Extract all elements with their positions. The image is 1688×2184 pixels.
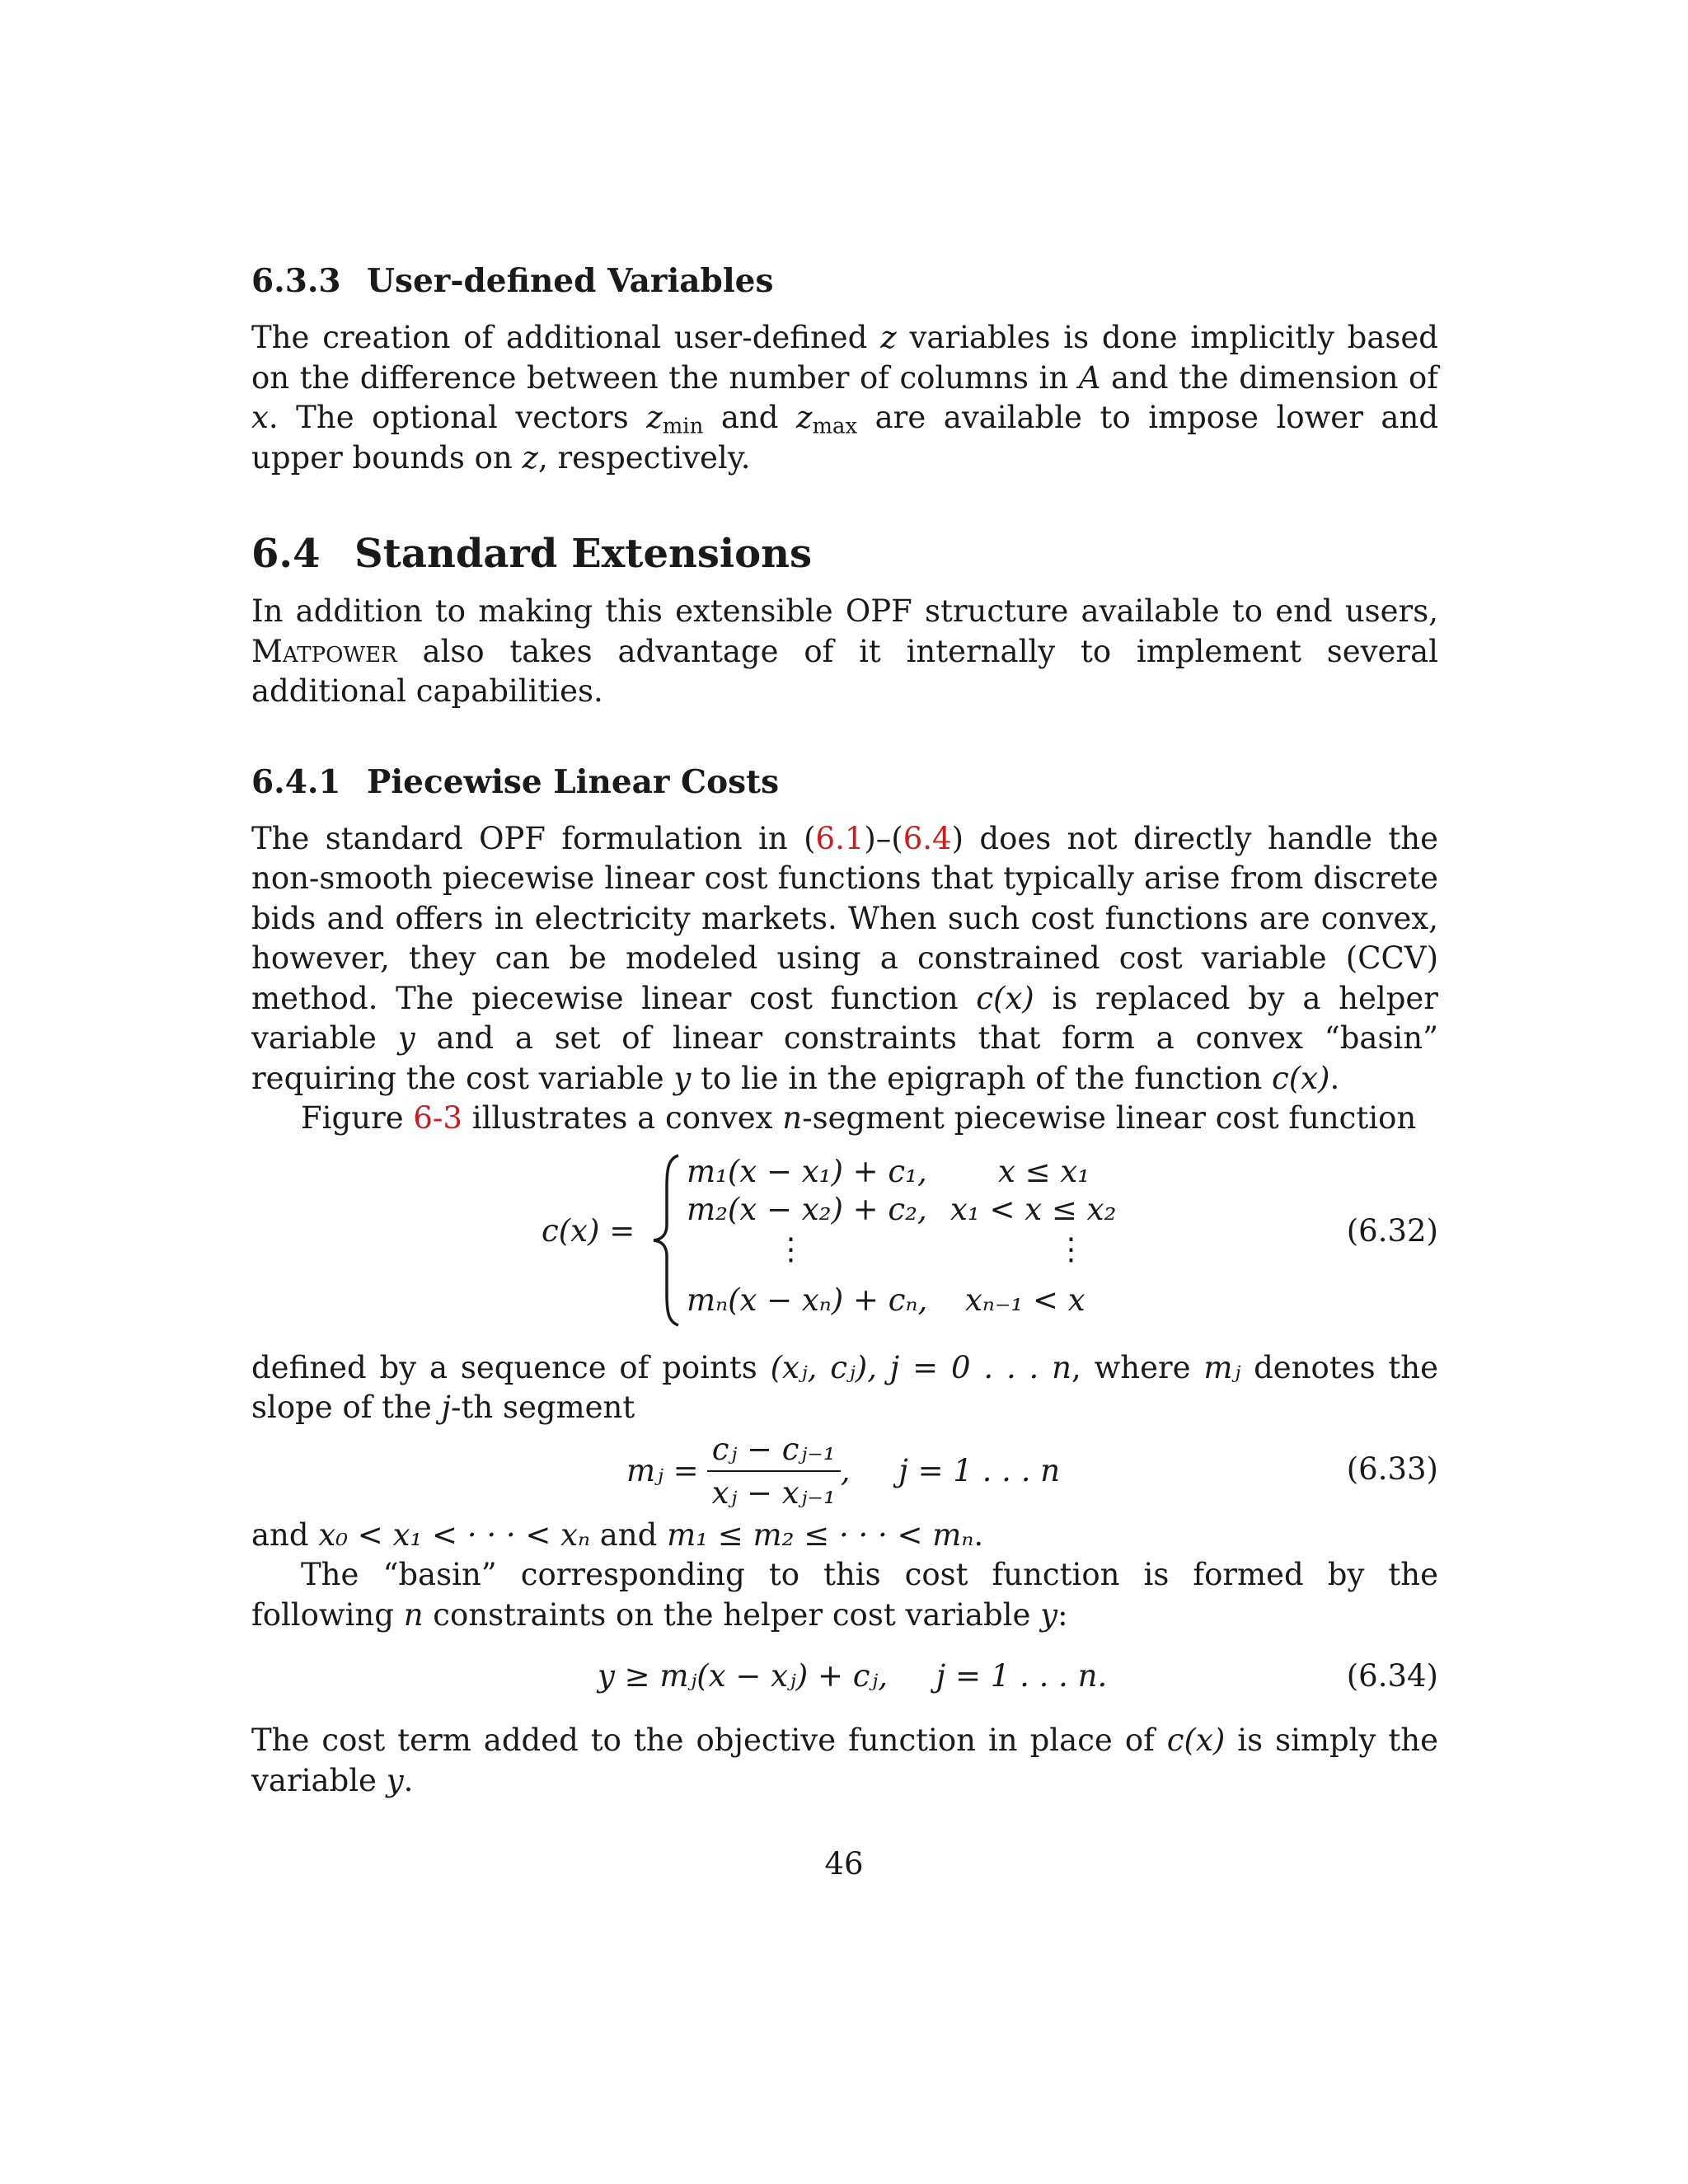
equation-reference-link[interactable]: 6.1 — [815, 820, 865, 856]
fraction-denominator: xⱼ − xⱼ₋₁ — [711, 1474, 836, 1511]
text: -th segment — [451, 1390, 635, 1425]
text: constraints on the helper cost variable — [423, 1596, 1041, 1633]
equation-number: (6.32) — [1346, 1212, 1438, 1249]
subsection-number: 6.3.3 — [251, 262, 341, 300]
text: are available to impose lower and upper bounds on — [251, 400, 1438, 476]
page-number: 46 — [824, 1846, 864, 1882]
math-expr: c(x) — [1271, 1060, 1330, 1096]
text: variables is done implicitly based on the difference between the number of columns in — [251, 320, 1438, 396]
paragraph-ordering — [251, 1516, 1438, 1556]
figure-reference-link[interactable]: 6-3 — [413, 1100, 462, 1136]
text: to lie in the epigraph of the function — [691, 1060, 1272, 1096]
math-expr: (xⱼ, cⱼ), j = 0 . . . n — [770, 1349, 1071, 1385]
case-row-2-expression: m₂(x − x₂) + c₂, — [687, 1191, 927, 1227]
equation-number: (6.33) — [1346, 1451, 1438, 1487]
paragraph-standard-extensions — [251, 592, 1438, 712]
math-expr: x₀ < x₁ < · · · < xₙ — [318, 1516, 590, 1553]
equation-6-33 — [251, 1430, 1438, 1512]
text: defined by a sequence of points — [251, 1349, 771, 1385]
text: is simply the variable — [251, 1722, 1439, 1798]
text: . — [403, 1762, 414, 1798]
math-var: y — [386, 1762, 404, 1798]
section-title: Standard Extensions — [354, 531, 813, 577]
math-expr: c(x) — [976, 980, 1034, 1016]
math-var: n — [782, 1100, 803, 1136]
case-row-n-condition: xₙ₋₁ < x — [965, 1282, 1085, 1318]
math-var: z — [880, 320, 897, 355]
equation-6-34 — [251, 1653, 1438, 1703]
text: . — [973, 1516, 984, 1553]
math-var: y — [673, 1060, 692, 1096]
text: illustrates a convex — [462, 1100, 783, 1136]
left-brace — [650, 1154, 683, 1327]
page-body — [251, 247, 1438, 1801]
equation-lhs: mⱼ = — [626, 1453, 699, 1488]
math-subscript: max — [812, 414, 858, 439]
text: : — [1057, 1596, 1068, 1633]
equation-body: y ≥ mⱼ(x − xⱼ) + cⱼ, j = 1 . . . n. — [598, 1658, 1108, 1694]
paragraph-cost-term — [251, 1721, 1438, 1801]
text: In addition to making this extensible OPF structure available to end users, — [251, 593, 1438, 629]
text: . — [1329, 1060, 1340, 1096]
subsection-number: 6.4.1 — [251, 762, 341, 801]
text: and — [703, 400, 796, 435]
text: and — [589, 1516, 668, 1553]
brand-name: Matpower — [251, 633, 397, 669]
equation-body — [626, 1430, 1060, 1512]
equation-lhs: c(x) = — [542, 1212, 635, 1249]
equation-rhs: , j = 1 . . . n — [840, 1453, 1061, 1488]
math-expr: c(x) — [1166, 1722, 1226, 1758]
math-var: j — [441, 1390, 452, 1425]
math-var: y — [1040, 1596, 1058, 1633]
text: The creation of additional user-defined — [251, 320, 881, 355]
case-vdots-right: ⋮ — [1056, 1230, 1086, 1267]
equation-number: (6.34) — [1346, 1658, 1438, 1694]
case-row-2-condition: x₁ < x ≤ x₂ — [950, 1191, 1117, 1227]
paragraph-user-defined-variables — [251, 318, 1438, 478]
case-row-1-expression: m₁(x − x₁) + c₁, — [687, 1153, 927, 1189]
text: and the dimension of — [1100, 359, 1438, 396]
section-heading-6-4 — [251, 531, 1438, 577]
text: . The optional vectors — [268, 400, 647, 435]
math-var: z — [646, 400, 663, 435]
math-var: z — [795, 400, 813, 435]
math-var: x — [251, 400, 269, 435]
subsection-heading-6-3-3 — [251, 262, 1438, 300]
text: , respectively. — [537, 439, 751, 476]
section-number: 6.4 — [251, 531, 321, 577]
subsection-heading-6-4-1 — [251, 763, 1438, 801]
text: ) does not directly handle the non-smooth piecewise linear cost functions that typically arise from discrete bids and offers in electricity markets. When such cost functions are convex, however, they can be modeled using a constrained cost variable (CCV) method. The piecewise linear cost function — [251, 820, 1438, 1016]
math-var: A — [1078, 359, 1101, 396]
paragraph-sequence-of-points — [251, 1348, 1438, 1428]
text: )–( — [864, 820, 903, 856]
paragraph-piecewise-linear-costs — [251, 819, 1438, 1099]
case-row-1-condition: x ≤ x₁ — [998, 1153, 1090, 1189]
text: denotes the slope of the — [251, 1349, 1439, 1425]
subsection-title: Piecewise Linear Costs — [367, 762, 780, 801]
text: and a set of linear constraints that form a convex “basin” requiring the cost variable — [251, 1020, 1439, 1096]
math-var: n — [403, 1596, 424, 1633]
text: is replaced by a helper variable — [251, 980, 1438, 1056]
text: The cost term added to the objective function in place of — [251, 1722, 1167, 1758]
math-expr: m₁ ≤ m₂ ≤ · · · < mₙ — [667, 1516, 974, 1553]
fraction — [707, 1432, 841, 1511]
equation-reference-link[interactable]: 6.4 — [903, 820, 952, 856]
text: The standard OPF formulation in ( — [251, 820, 816, 856]
math-var: z — [522, 439, 538, 476]
equation-6-32 — [251, 1151, 1438, 1330]
math-var: y — [397, 1020, 415, 1056]
text: -segment piecewise linear cost function — [802, 1100, 1417, 1136]
paragraph-figure-intro — [251, 1099, 1438, 1139]
text: and — [251, 1516, 319, 1553]
text: Figure — [301, 1100, 414, 1136]
text: The “basin” corresponding to this cost function is formed by the following — [251, 1557, 1438, 1633]
math-var: mⱼ — [1203, 1349, 1241, 1385]
case-vdots-left: ⋮ — [776, 1230, 806, 1267]
paragraph-basin — [251, 1555, 1438, 1635]
case-row-n-expression: mₙ(x − xₙ) + cₙ, — [687, 1282, 928, 1318]
fraction-numerator: cⱼ − cⱼ₋₁ — [707, 1432, 841, 1472]
text: also takes advantage of it internally to implement several additional capabilities. — [251, 633, 1438, 709]
subsection-title: User-defined Variables — [367, 262, 774, 300]
math-subscript: min — [662, 414, 704, 439]
text: , where — [1071, 1349, 1204, 1385]
